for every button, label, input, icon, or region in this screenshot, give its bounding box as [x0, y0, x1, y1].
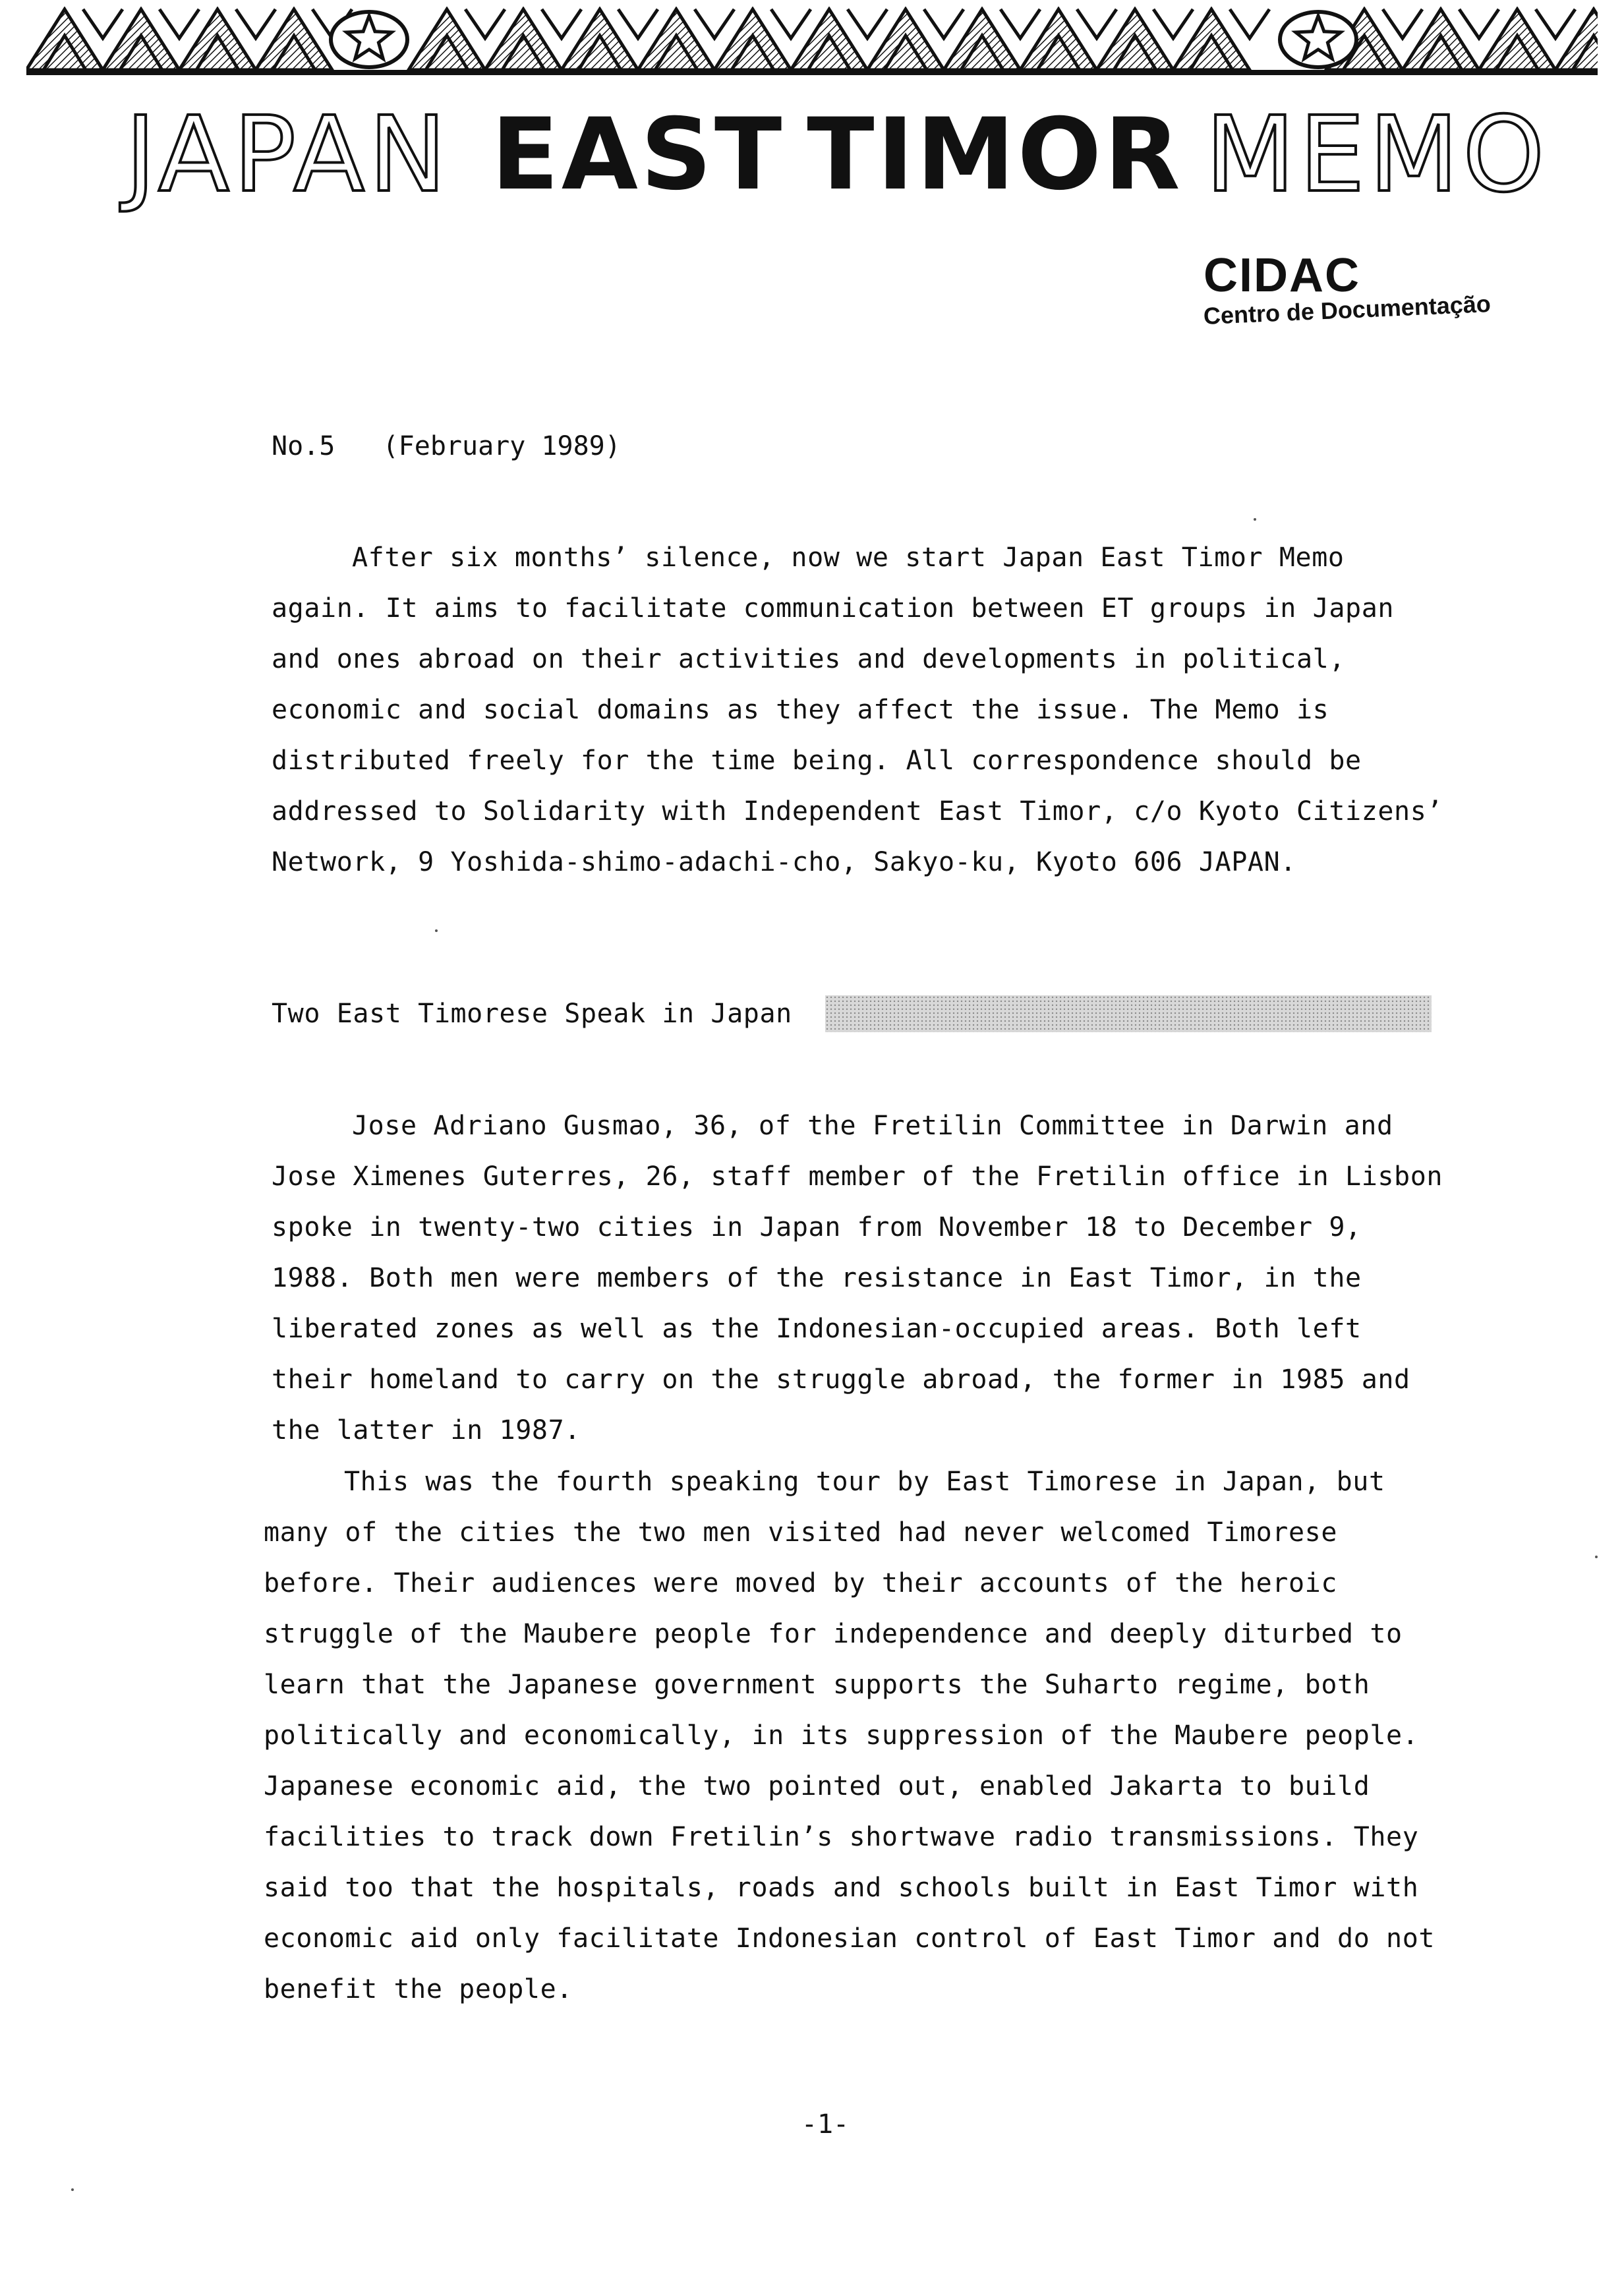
banner-triangle [1173, 9, 1250, 70]
masthead-word-east: EAST [491, 98, 785, 212]
banner-triangle [485, 9, 562, 70]
banner-triangle [179, 9, 256, 70]
intro-paragraph: After six months’ silence, now we start Japan East Timor Memo again. It aims to facilitate communication between ET groups in Japan and ones abroad on their activities and developments in political, economic and social domains as they affect the issue. The Memo is distributed freely for the time being. All correspondence should be addressed to Solidarity with Independent East Timor, c/o Kyoto Citizens’ Network, 9 Yoshida-shimo-adachi-cho, Sakyo-ku, Kyoto 606 JAPAN. [272, 542, 1443, 877]
banner-v-mark [465, 9, 505, 38]
banner-triangle [409, 9, 485, 70]
banner-v-mark [160, 9, 199, 38]
scan-speck [1254, 518, 1256, 521]
decorative-banner [26, 7, 1598, 75]
banner-v-mark [1230, 9, 1269, 38]
masthead-word-japan: JAPAN [125, 94, 451, 216]
banner-v-mark [1536, 9, 1575, 38]
banner-triangle [791, 9, 867, 70]
banner-triangle [1479, 9, 1555, 70]
banner-v-mark [1153, 9, 1193, 38]
banner-triangle [1403, 9, 1479, 70]
banner-v-mark [848, 9, 887, 38]
cidac-stamp [1204, 249, 1546, 331]
banner-triangle [103, 9, 179, 70]
masthead-word-memo: MEMO [1205, 94, 1549, 216]
page-number: -1- [801, 2109, 850, 2140]
banner-triangle [562, 9, 638, 70]
cidac-name: CIDAC [1204, 249, 1360, 302]
article-paragraph: Jose Adriano Gusmao, 36, of the Fretilin Committee in Darwin and Jose Ximenes Guterres, 26, staff member of the Fretilin office in Lisbon spoke in twenty-two cities in Japan from November 18 to December 9, 1988. Both men were members of the resistance in East Timor, in the liberated zones as well as the Indonesian-occupied areas. Both left their homeland to carry on the struggle abroad, the former in 1985 and the latter in 1987. [272, 1111, 1443, 1446]
cidac-subtitle: Centro de Documentação [1203, 289, 1492, 330]
banner-triangle [714, 9, 791, 70]
banner-triangle [944, 9, 1020, 70]
banner-v-mark [542, 9, 581, 38]
banner-v-mark [1077, 9, 1116, 38]
banner-triangle [1020, 9, 1097, 70]
masthead-word-timor: TIMOR [807, 98, 1183, 212]
banner-v-mark [618, 9, 658, 38]
zigzag-star-pattern [26, 7, 1598, 75]
banner-v-mark [695, 9, 734, 38]
banner-v-mark [1383, 9, 1422, 38]
issue-line [272, 431, 621, 461]
article-header [272, 995, 1432, 1032]
scan-speck [435, 929, 438, 932]
issue-date: (February 1989) [382, 431, 621, 461]
article-headline: Two East Timorese Speak in Japan [272, 999, 792, 1029]
banner-triangle [867, 9, 944, 70]
banner-v-mark [1459, 9, 1499, 38]
banner-triangle [1097, 9, 1173, 70]
masthead-title [125, 94, 1549, 216]
scan-speck [71, 2188, 74, 2191]
banner-v-mark [236, 9, 276, 38]
banner-v-mark [83, 9, 123, 38]
scan-speck [1595, 1556, 1598, 1558]
banner-triangle [256, 9, 332, 70]
banner-triangle [26, 9, 103, 70]
halftone-bar [825, 995, 1432, 1032]
banner-triangle [638, 9, 714, 70]
banner-v-mark [1000, 9, 1040, 38]
article-paragraph: This was the fourth speaking tour by East Timorese in Japan, but many of the cities the two men visited had never welcomed Timorese before. Their audiences were moved by their accounts of the heroic struggle of the Maubere people for independence and deeply diturbed to learn that the Japanese government supports the Suharto regime, both politically and economically, in its suppression of the Maubere people. Japanese economic aid, the two pointed out, enabled Jakarta to build facilities to track down Fretilin’s shortwave radio transmissions. They said too that the hospitals, roads and schools built in East Timor with economic aid only facilitate Indonesian control of East Timor and do not benefit the people. [264, 1467, 1436, 2004]
issue-number: No.5 [272, 431, 335, 461]
banner-v-mark [924, 9, 964, 38]
banner-v-mark [771, 9, 811, 38]
